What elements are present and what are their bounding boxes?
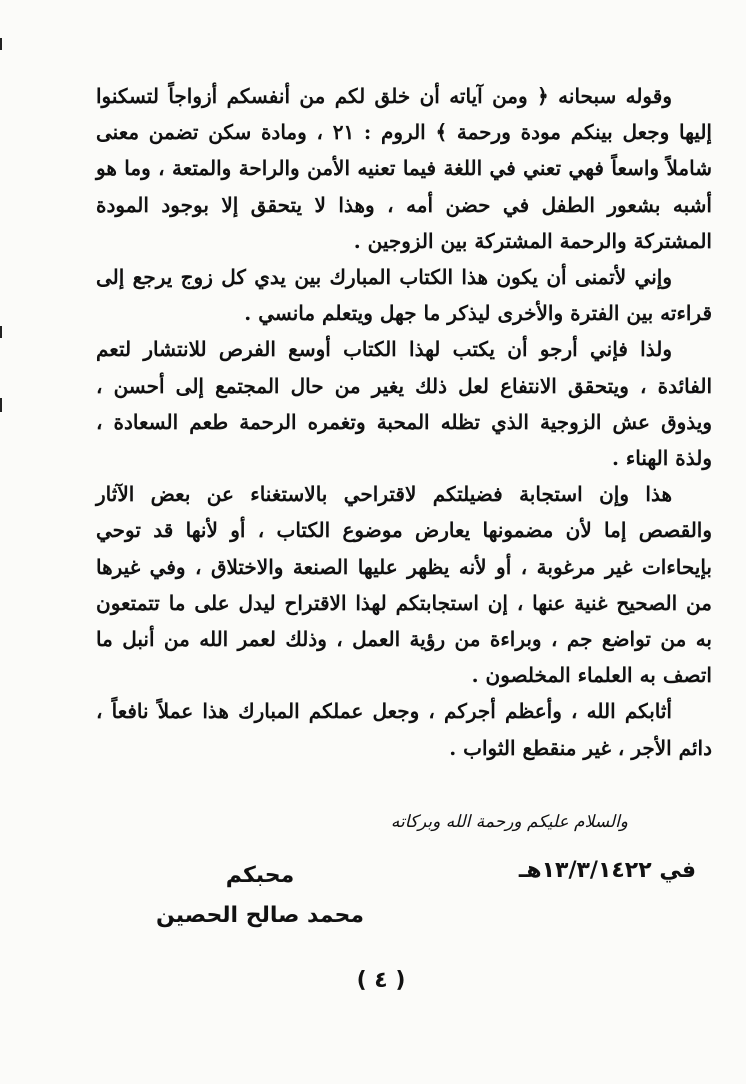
signoff-label: محبكم (225, 863, 295, 888)
page-number: ( ٤ ) (356, 968, 406, 993)
page-edge-mark-top (0, 38, 2, 50)
body-text (96, 78, 712, 766)
paragraph-spread: ولذا فإني أرجو أن يكتب لهذا الكتاب أوسع الفرص للانتشار لتعم الفائدة ، ويتحقق الانتفاع لعل ذلك يغير من حال المجتمع إلى أحسن ، ويذوق عش الزوجية الذي تظله المحبة وتغمره الرحمة طعم السعادة ، ولذة الهناء . (96, 337, 712, 471)
paragraph-verse-commentary: وقوله سبحانه ﴿ ومن آياته أن خلق لكم من أنفسكم أزواجاً لتسكنوا إليها وجعل بينكم مودة ورحمة ﴾ الروم : ٢١ ، ومادة سكن تضمن معنى شاملاً واسعاً فهي تعني في اللغة فيما تعنيه الأمن والراحة والمتعة ، وما هو أشبه بشعور الطفل في حضن أمه ، وهذا لا يتحقق إلا بوجود المودة المشتركة والرحمة المشتركة بين الزوجين . (96, 84, 712, 253)
closing-salutation: والسلام عليكم ورحمة الله وبركاته (390, 812, 628, 832)
page-edge-mark-lower (0, 398, 2, 412)
page-edge-mark-middle (0, 326, 2, 338)
paragraph-blessing: أثابكم الله ، وأعظم أجركم ، وجعل عملكم المبارك هذا عملاً نافعاً ، دائم الأجر ، غير منقطع الثواب . (96, 699, 712, 760)
signature-block (150, 856, 370, 936)
letter-date: في ١٣/٣/١٤٢٢هـ (518, 858, 696, 883)
paragraph-wish: وإني لأتمنى أن يكون هذا الكتاب المبارك بين يدي كل زوج يرجع إلى قراءته بين الفترة والأخرى ليذكر ما جهل ويتعلم مانسي . (96, 265, 712, 326)
paragraph-response: هذا وإن استجابة فضيلتكم لاقتراحي بالاستغناء عن بعض الآثار والقصص إما لأن مضمونها يعارض موضوع الكتاب ، أو لأنها قد توحي بإيحاءات غير مرغوبة ، أو لأنه يظهر عليها الصنعة والاختلاق ، وفي غيرها من الصحيح غنية عنها ، إن استجابتكم لهذا الاقتراح ليدل على ما تتمتعون به من تواضع جم ، وبراءة من رؤية العمل ، وذلك لعمر الله من أنبل ما اتصف به العلماء المخلصون . (96, 482, 712, 688)
author-name: محمد صالح الحصين (155, 903, 364, 928)
